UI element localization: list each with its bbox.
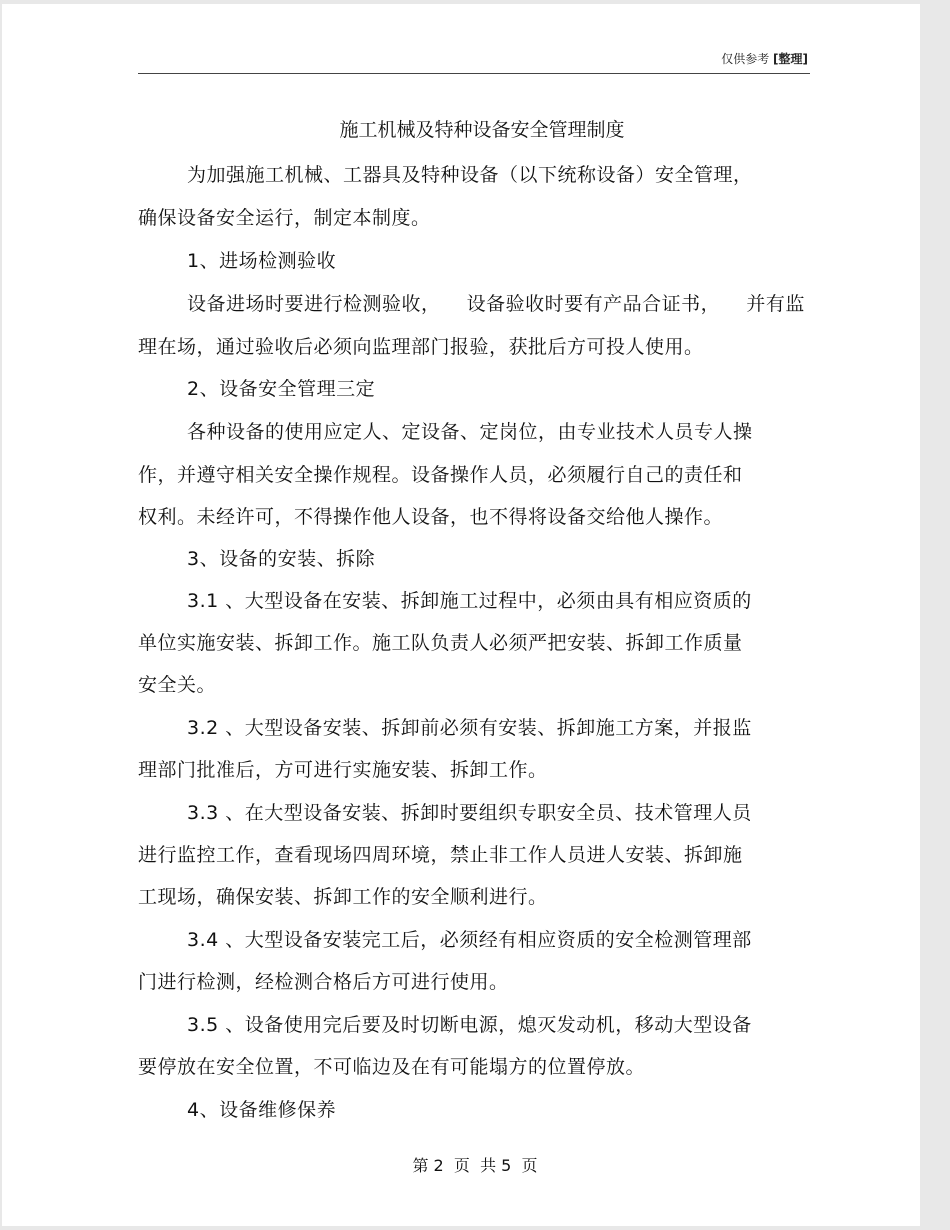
body-line: 3.1 、大型设备在安装、拆卸施工过程中，必须由具有相应资质的 — [187, 590, 752, 612]
section-heading: 3、设备的安装、拆除 — [187, 548, 376, 570]
body-line: 作，并遵守相关安全操作规程。设备操作人员，必须履行自己的责任和 — [138, 464, 743, 486]
document-page — [2, 4, 920, 1226]
section-heading: 4、设备维修保养 — [187, 1099, 337, 1121]
body-line: 确保设备安全运行，制定本制度。 — [138, 207, 431, 229]
page-footer: 第 2 页 共 5 页 — [412, 1156, 538, 1175]
body-line: 各种设备的使用应定人、定设备、定岗位，由专业技术人员专人操 — [187, 421, 753, 443]
body-line: 3.4 、大型设备安装完工后，必须经有相应资质的安全检测管理部 — [187, 929, 752, 951]
header-rule — [138, 73, 810, 74]
body-line: 理部门批准后，方可进行实施安装、拆卸工作。 — [138, 759, 548, 781]
body-line: 为加强施工机械、工器具及特种设备（以下统称设备）安全管理， — [187, 164, 753, 186]
section-heading: 1、进场检测验收 — [187, 250, 337, 272]
body-line: 设备进场时要进行检测验收， 设备验收时要有产品合证书， 并有监 — [187, 293, 805, 315]
section-heading: 2、设备安全管理三定 — [187, 378, 376, 400]
header-tag: [整理] — [773, 52, 808, 66]
body-line: 3.2 、大型设备安装、拆卸前必须有安装、拆卸施工方案，并报监 — [187, 717, 752, 739]
body-line: 门进行检测，经检测合格后方可进行使用。 — [138, 971, 509, 993]
body-line: 理在场，通过验收后必须向监理部门报验，获批后方可投人使用。 — [138, 336, 704, 358]
body-line: 工现场，确保安装、拆卸工作的安全顺利进行。 — [138, 886, 548, 908]
header-text: 仅供参考 — [721, 52, 774, 66]
document-title: 施工机械及特种设备安全管理制度 — [339, 119, 625, 141]
body-line: 进行监控工作，查看现场四周环境，禁止非工作人员进人安装、拆卸施 — [138, 844, 743, 866]
page-header — [138, 50, 808, 67]
body-line: 安全关。 — [138, 674, 217, 696]
body-line: 权利。未经许可，不得操作他人设备，也不得将设备交给他人操作。 — [138, 506, 724, 528]
body-line: 要停放在安全位置，不可临边及在有可能塌方的位置停放。 — [138, 1056, 646, 1078]
body-line: 3.3 、在大型设备安装、拆卸时要组织专职安全员、技术管理人员 — [187, 802, 752, 824]
body-line: 单位实施安装、拆卸工作。施工队负责人必须严把安装、拆卸工作质量 — [138, 632, 743, 654]
body-line: 3.5 、设备使用完后要及时切断电源，熄灭发动机，移动大型设备 — [187, 1014, 752, 1036]
